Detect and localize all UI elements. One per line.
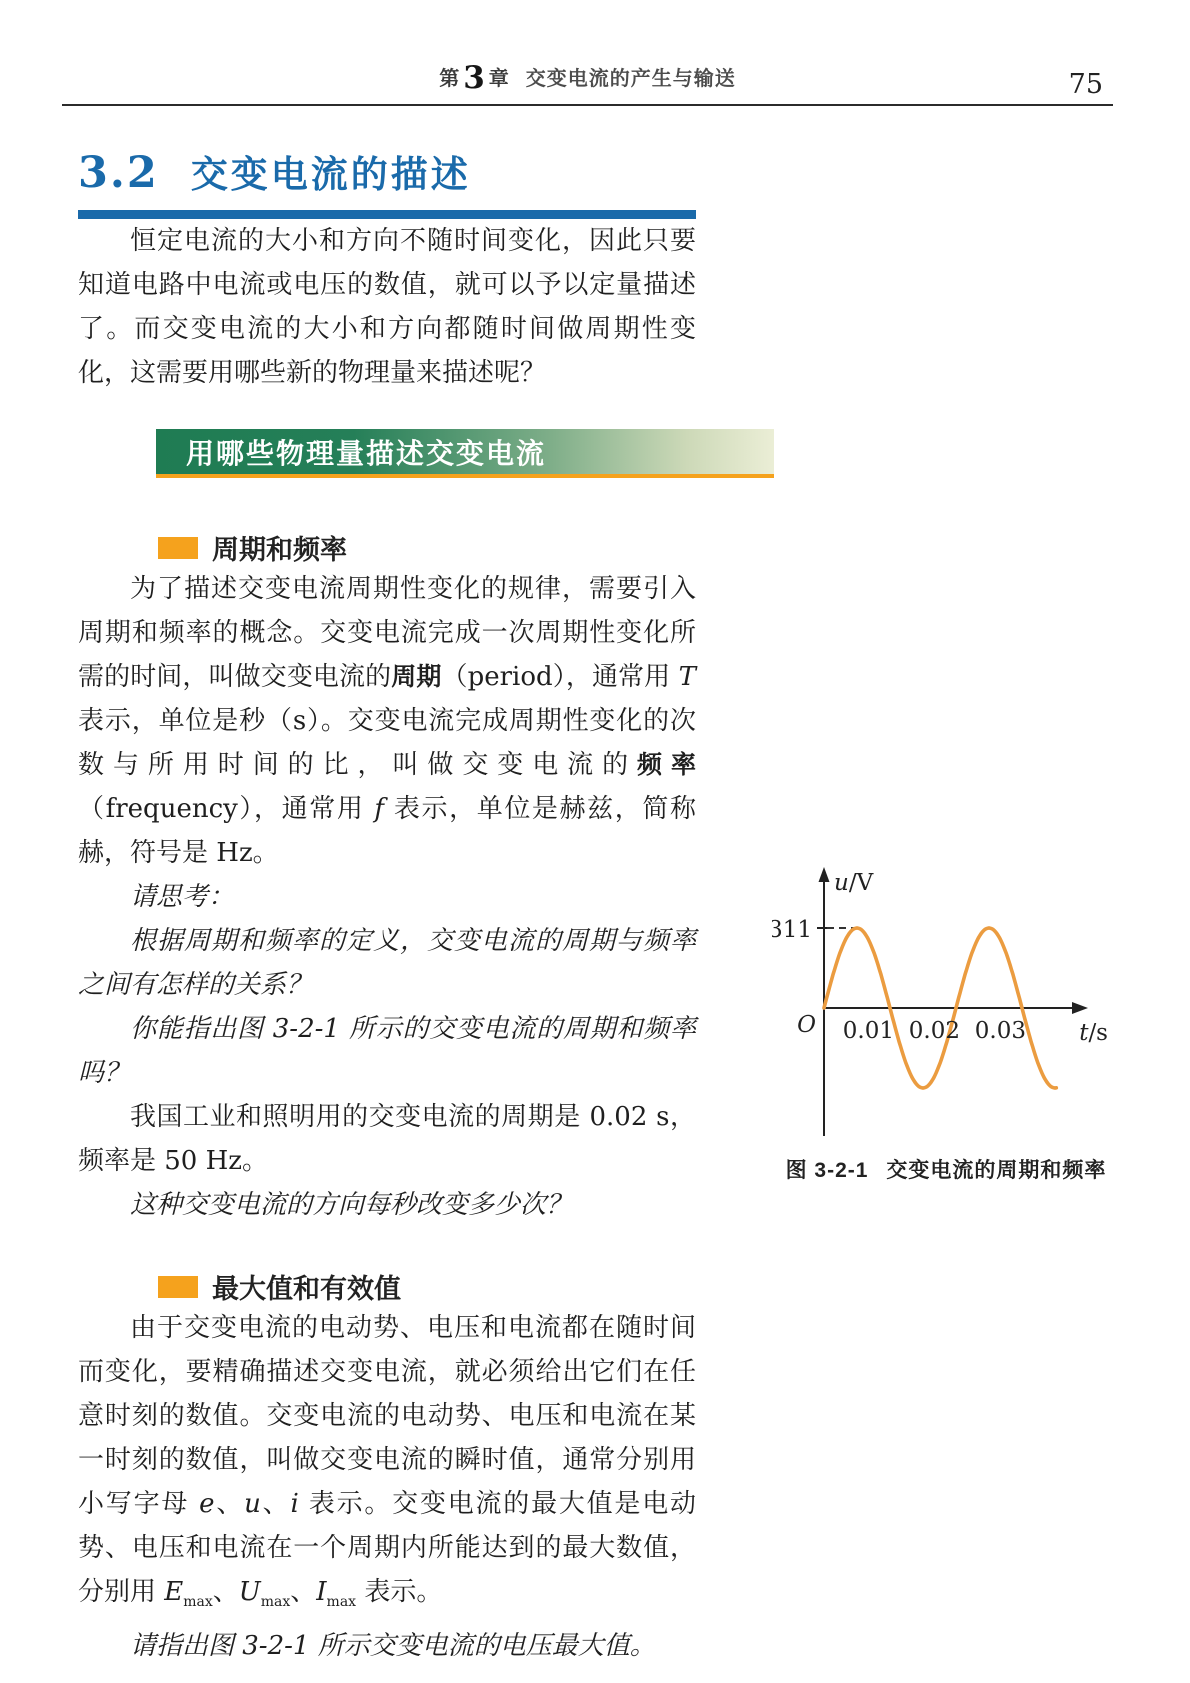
think-prompt: 请思考： (130, 882, 235, 912)
paragraph-china-mains-frequency: 我国工业和照明用的交变电流的周期是 0.02 s，频率是 50 Hz。 (78, 1102, 696, 1176)
section-number: 3.2 (78, 148, 159, 198)
figure-3-2-1 (772, 858, 1120, 1184)
y-axis-label: u/V (834, 870, 874, 896)
text-column (78, 219, 696, 1668)
ac-waveform-plot (772, 858, 1117, 1148)
orange-square-bullet-icon (158, 1276, 198, 1298)
subsection-heading-period-frequency (156, 528, 696, 567)
origin-label: O (797, 1012, 816, 1038)
x-axis-arrow-icon (1072, 1002, 1088, 1014)
x-tick-label-003: 0.03 (974, 1018, 1026, 1044)
chapter-heading (62, 60, 1113, 96)
subsection-heading-text: 最大值和有效值 (212, 1274, 401, 1304)
question-direction-changes: 这种交变电流的方向每秒改变多少次？ (130, 1190, 573, 1220)
subsection-heading-max-rms (156, 1267, 696, 1306)
section-title-text: 交变电流的描述 (190, 154, 471, 195)
figure-caption-text: 交变电流的周期和频率 (886, 1159, 1107, 1182)
x-tick-label-002: 0.02 (908, 1018, 960, 1044)
paragraph-period-frequency: 为了描述交变电流周期性变化的规律，需要引入周期和频率的概念。交变电流完成一次周期性变化所需的时间，叫做交变电流的周期（period），通常用 T 表示，单位是秒（s）。交变电流完成周期性变化的次数与所用时间的比，叫做交变电流的频率（frequency），通常用 f 表示，单位是赫兹，简称赫，符号是 Hz。 (78, 574, 696, 868)
chapter-title: 交变电流的产生与输送 (525, 68, 736, 90)
chapter-number: 3 (463, 60, 486, 96)
x-axis-label: t/s (1079, 1020, 1108, 1046)
chapter-prefix: 第 (439, 68, 461, 90)
topic-banner-title: 用哪些物理量描述交变电流 (186, 438, 547, 469)
figure-caption (772, 1154, 1120, 1184)
intro-paragraph: 恒定电流的大小和方向不随时间变化，因此只要知道电路中电流或电压的数值，就可以予以定量描述了。而交变电流的大小和方向都随时间做周期性变化，这需要用哪些新的物理量来描述呢？ (78, 226, 696, 388)
question-identify-period-frequency: 你能指出图 3-2-1 所示的交变电流的周期和频率吗？ (78, 1014, 696, 1088)
section-title-underline (78, 210, 696, 219)
page-number: 75 (1068, 69, 1103, 100)
page-header (62, 0, 1113, 106)
question-period-frequency-relation: 根据周期和频率的定义，交变电流的周期与频率之间有怎样的关系？ (78, 926, 696, 1000)
section-title (78, 144, 1190, 198)
figure-caption-label: 图 3-2-1 (785, 1159, 869, 1182)
y-axis-arrow-icon (819, 867, 830, 882)
orange-square-bullet-icon (158, 537, 198, 559)
topic-banner (156, 429, 774, 478)
chapter-marker: 章 (488, 68, 510, 90)
y-tick-label-311: 311 (772, 917, 812, 943)
question-max-voltage: 请指出图 3-2-1 所示交变电流的电压最大值。 (130, 1631, 656, 1662)
subsection-heading-text: 周期和频率 (212, 535, 347, 565)
paragraph-instantaneous-max-values: 由于交变电流的电动势、电压和电流都在随时间而变化，要精确描述交变电流，就必须给出它们在任意时刻的数值。交变电流的电动势、电压和电流在某一时刻的数值，叫做交变电流的瞬时值，通常分别用小写字母 e、u、i 表示。交变电流的最大值是电动势、电压和电流在一个周期内所能达到的最大数值，分别用 $E_{max}$、$U_{max}$、$I_{max}$ 表示。 (78, 1313, 696, 1611)
x-tick-label-001: 0.01 (842, 1018, 894, 1044)
